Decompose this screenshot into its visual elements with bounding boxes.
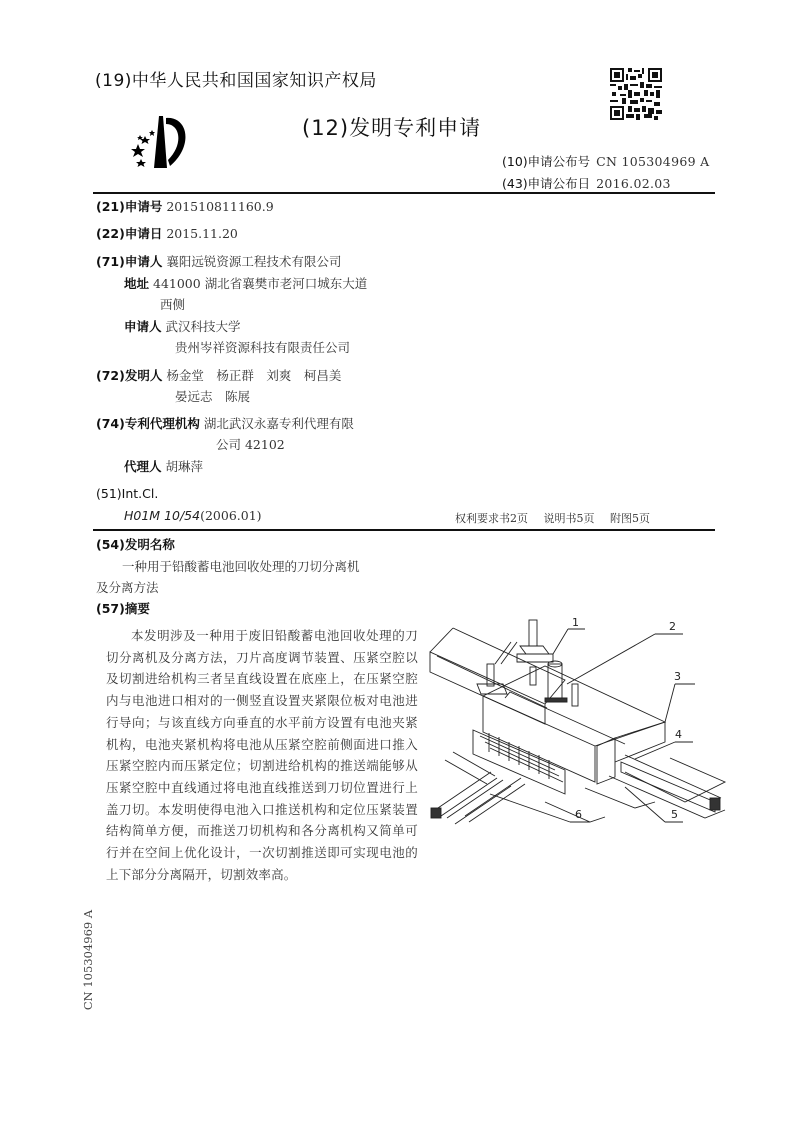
figure-label-2: 2 [669, 620, 676, 633]
publication-date-label: (43)申请公布日 [502, 176, 591, 191]
figure-label-4: 4 [675, 728, 682, 741]
side-publication-code [78, 900, 98, 1020]
abstract-figure [425, 612, 730, 832]
cnipa-logo [128, 108, 196, 172]
applicant-3: 贵州岑祥资源科技有限责任公司 [175, 340, 351, 355]
int-cl-version: (2006.01) [200, 508, 262, 523]
drawings-pages: 附图5页 [610, 512, 650, 525]
agent-label: 代理人 [124, 459, 162, 474]
address-field [124, 274, 367, 294]
applicant-1: 襄阳远锐资源工程技术有限公司 [166, 254, 342, 269]
document-type: (12)发明专利申请 [302, 116, 482, 140]
publication-date-row [502, 174, 671, 192]
figure-label-3: 3 [674, 670, 681, 683]
abstract-text: 本发明涉及一种用于废旧铅酸蓄电池回收处理的刀切分离机及分离方法，刀片高度调节装置、压紧空腔以及切割进给机构三者呈直线设置在底座上，在压紧空腔内与电池进口相对的一侧竖直设置夹紧限位板对电池进行导向；与该直线方向垂直的水平前方设置有电池夹紧机构，电池夹紧机构将电池从压紧空腔前侧面进口推入压紧空腔内而压紧定位；切割进给机构的推送端能够从压紧空腔中直线通过将电池直线推送到刀切位置进行上盖刀切。本发明使得电池入口推送机构和定位压紧装置结构简单方便，而推送刀切机构和各分离机构又简单可行并在空间上优化设计，一次切割推送即可实现电池的上下部分分离隔开，切割效率高。 [106, 628, 418, 882]
bibliography-divider [93, 529, 715, 531]
address-line-2: 西侧 [160, 297, 186, 312]
patent-office-name: (19)中华人民共和国国家知识产权局 [95, 71, 377, 91]
inventors-line-1: 杨金堂 杨正群 刘爽 柯昌美 [166, 368, 342, 383]
agency-line-2: 公司 42102 [216, 437, 285, 452]
agency-field [96, 414, 354, 434]
int-cl-class: H01M 10/54 [124, 508, 201, 523]
header-divider [93, 192, 715, 194]
applicant-2-field [124, 317, 241, 337]
inventors-label: (72)发明人 [96, 368, 163, 383]
filing-date: 2015.11.20 [166, 226, 238, 241]
agent: 胡琳萍 [165, 459, 204, 474]
agent-field [124, 457, 203, 477]
filing-date-field [96, 224, 238, 244]
inventors-field [96, 366, 341, 386]
figure-label-1: 1 [572, 616, 579, 629]
side-code-text: CN 105304969 A [81, 909, 95, 1011]
address-label: 地址 [124, 276, 150, 291]
application-number-field [96, 197, 274, 217]
int-cl-label: (51)Int.Cl. [96, 486, 159, 501]
claims-pages: 权利要求书2页 [455, 512, 528, 525]
address-line-1: 441000 湖北省襄樊市老河口城东大道 [153, 276, 368, 291]
description-pages: 说明书5页 [543, 512, 595, 525]
applicant-1-label: (71)申请人 [96, 254, 163, 269]
agency-line-1: 湖北武汉永嘉专利代理有限 [203, 416, 354, 431]
application-number-label: (21)申请号 [96, 199, 163, 214]
publication-number-label: (10)申请公布号 [502, 154, 591, 169]
publication-date: 2016.02.03 [596, 176, 671, 191]
invention-title-line-1: 一种用于铅酸蓄电池回收处理的刀切分离机 [122, 559, 360, 574]
applicant-2: 武汉科技大学 [165, 319, 241, 334]
applicant-2-label: 申请人 [124, 319, 162, 334]
publication-number-row [502, 152, 709, 170]
figure-label-5: 5 [671, 808, 678, 821]
application-number: 201510811160.9 [166, 199, 274, 214]
int-cl-field [96, 484, 158, 504]
invention-title-line-2: 及分离方法 [96, 580, 159, 595]
figure-label-6: 6 [575, 808, 582, 821]
qr-code-icon [610, 68, 662, 120]
abstract-label: (57)摘要 [96, 601, 150, 616]
applicant-1-field [96, 252, 341, 272]
inventors-line-2: 晏远志 陈展 [175, 389, 251, 404]
agency-label: (74)专利代理机构 [96, 416, 200, 431]
filing-date-label: (22)申请日 [96, 226, 163, 241]
invention-title-label: (54)发明名称 [96, 537, 175, 552]
publication-number: CN 105304969 A [596, 154, 710, 169]
page-counts [455, 510, 660, 526]
